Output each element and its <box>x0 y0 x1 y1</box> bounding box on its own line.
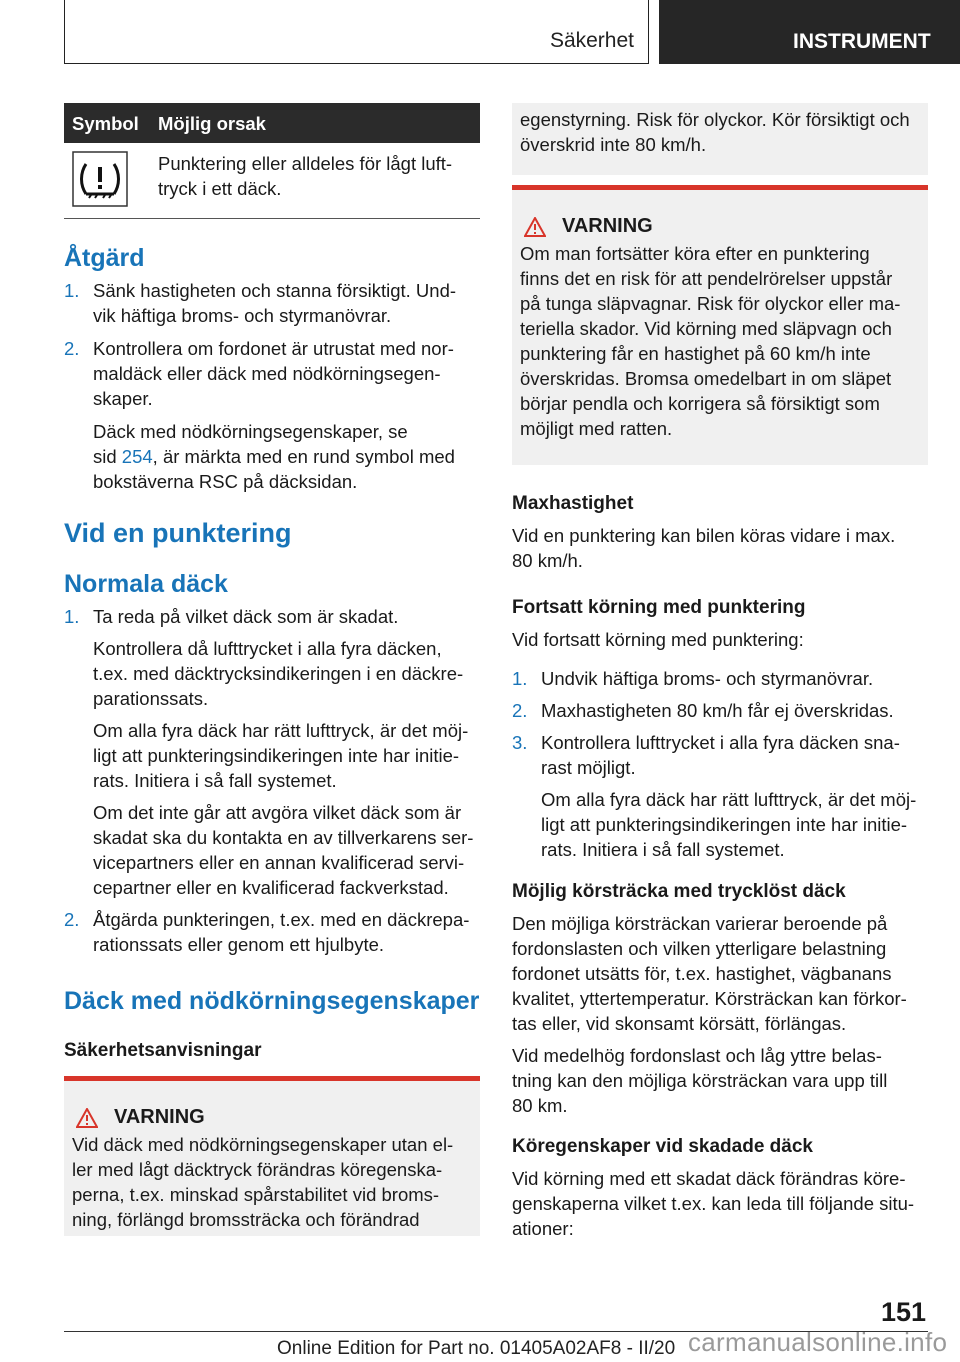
punktering-heading: Vid en punktering <box>64 518 292 548</box>
col-cause-header: Möjlig orsak <box>158 112 266 134</box>
edition-text: Online Edition for Part no. 01405A02AF8 - II/20 <box>277 1338 676 1359</box>
list-item: 2. Maxhastigheten 80 km/h får ej överskridas. <box>512 700 894 721</box>
nodkorning-section <box>64 986 480 1063</box>
symbol-table-header <box>64 103 480 143</box>
list-item: 2. Åtgärda punkteringen, t.ex. med en däckrepa- rationssats eller genom ett hjulbyte. <box>64 909 470 955</box>
header-section-label: Säkerhet <box>549 29 634 52</box>
warning-triangle-icon <box>76 1108 98 1128</box>
warning-title: VARNING <box>114 1106 205 1128</box>
right-text-section: Maxhastighet Vid en punktering kan bilen köras vidare i max. 80 km/h. Fortsatt körning med punktering Vid fortsatt körning med punktering: 1. Undvik häftiga broms- och styrmanövrar. 2. Maxhastigheten 80 km/h får ej överskridas. 3. Kontrollera lufttrycket i alla fyra däcken sna- rast möjligt. Om alla fyra däck har rätt lufttryck, är det möj- ligt att punkteringsindikeringen inte har initie- rats. Initiera i så fall systemet. Möjlig körsträcka med trycklöst däck Den möjliga körsträckan varierar beroende på fordonslasten och vilken ytterligare belastning fordonet utsätts för, t.ex. hastighet, vägbanans kvalitet, yttertemperatur. Körsträckan kan förkor- tas eller, vid skonsamt körsätt, förlängas. Vid medelhög fordonslast och låg yttre belas- tning kan den möjliga körsträckan vara upp till 80 km. Köregenskaper vid skadade däck Vid körning med ett skadat däck förändras köre- genskaperna vilket t.ex. kan leda till följande situ- ationer: <box>512 491 928 1241</box>
warning-text: Vid däck med nödkörningsegenskaper utan el- ler med lågt däcktryck förändras köregenska- perna, t.ex. minskad spårstabilitet vid broms- ning, förlängd bromssträcka och förändrad <box>72 1134 454 1230</box>
tire-pressure-warning-icon <box>72 151 128 207</box>
list-item: 1. Ta reda på vilket däck som är skadat. Kontrollera då lufttrycket i alla fyra däcken, t.ex. med däcktrycksindikeringen i en däckre- parationssats. Om alla fyra däck har rätt lufttryck, är det möj- ligt att punkteringsindikeringen inte har initie- rats. Initiera i så fall systemet. Om det inte går att avgöra vilket däck som är skadat ska du kontakta en av tillverkarens ser- vicepartners eller en annan kvalificerad servi- cepartner eller en kvalificerad fackverkstad. <box>64 606 474 898</box>
page-number: 151 <box>880 1297 926 1327</box>
warning-title: VARNING <box>562 215 653 237</box>
symbol-table <box>64 103 480 219</box>
list-item: 2. Kontrollera om fordonet är utrustat med nor- maldäck eller däck med nödkörningsegen- skaper. Däck med nödkörningsegenskaper, se sid 254, är märkta med en rund symbol med bokstäverna RSC på däcksidan. <box>64 338 455 492</box>
warning-box <box>64 1076 480 1236</box>
normala-dack-heading: Normala däck <box>64 570 228 598</box>
nodkorning-heading: Däck med nödkörningsegenskaper <box>64 987 480 1015</box>
range-heading: Möjlig körsträcka med trycklöst däck <box>512 881 846 902</box>
page-link[interactable]: 254 <box>121 446 153 467</box>
atgard-section <box>64 243 480 494</box>
punktering-section <box>64 517 480 957</box>
watermark: carmanualsonline.info <box>688 1327 948 1357</box>
warning-box <box>512 185 928 465</box>
list-item: 3. Kontrollera lufttrycket i alla fyra däcken sna- rast möjligt. Om alla fyra däck har rätt lufttryck, är det möj- ligt att punkteringsindikeringen inte har initie- rats. Initiera i så fall systemet. <box>512 732 917 860</box>
atgard-heading: Åtgärd <box>64 244 145 272</box>
warning-text: Om man fortsätter köra efter en punktering finns det en risk för att pendelrörelser uppstår på tunga släpvagnar. Risk för olyckor eller ma- teriella skador. Vid körning med släpvagn och punktering får en hastighet på 60 km/h inte överskridas. Bromsa omedelbart in om släpet börjar pendla och korrigera så försiktigt som möjligt med ratten. <box>520 243 901 439</box>
header-chapter-tab <box>659 0 960 64</box>
max-speed-heading: Maxhastighet <box>512 493 634 514</box>
handling-heading: Köregenskaper vid skadade däck <box>512 1136 813 1157</box>
safety-heading: Säkerhetsanvisningar <box>64 1040 262 1061</box>
col-symbol-header: Symbol <box>72 112 139 134</box>
table-row <box>64 143 480 219</box>
continued-driving-heading: Fortsatt körning med punktering <box>512 597 806 618</box>
header-section-tab <box>64 0 649 64</box>
header-chapter-label: INSTRUMENT <box>793 30 931 53</box>
cause-text: Punktering eller alldeles för lågt luft- tryck i ett däck. <box>158 153 453 199</box>
warning-triangle-icon <box>524 217 546 237</box>
warning-continuation: egenstyrning. Risk för olyckor. Kör försiktigt och överskrid inte 80 km/h. <box>512 103 928 175</box>
list-item: 1. Sänk hastigheten och stanna försiktigt. Und- vik häftiga broms- och styrmanövrar. <box>64 280 457 326</box>
list-item: 1. Undvik häftiga broms- och styrmanövrar. <box>512 668 874 689</box>
